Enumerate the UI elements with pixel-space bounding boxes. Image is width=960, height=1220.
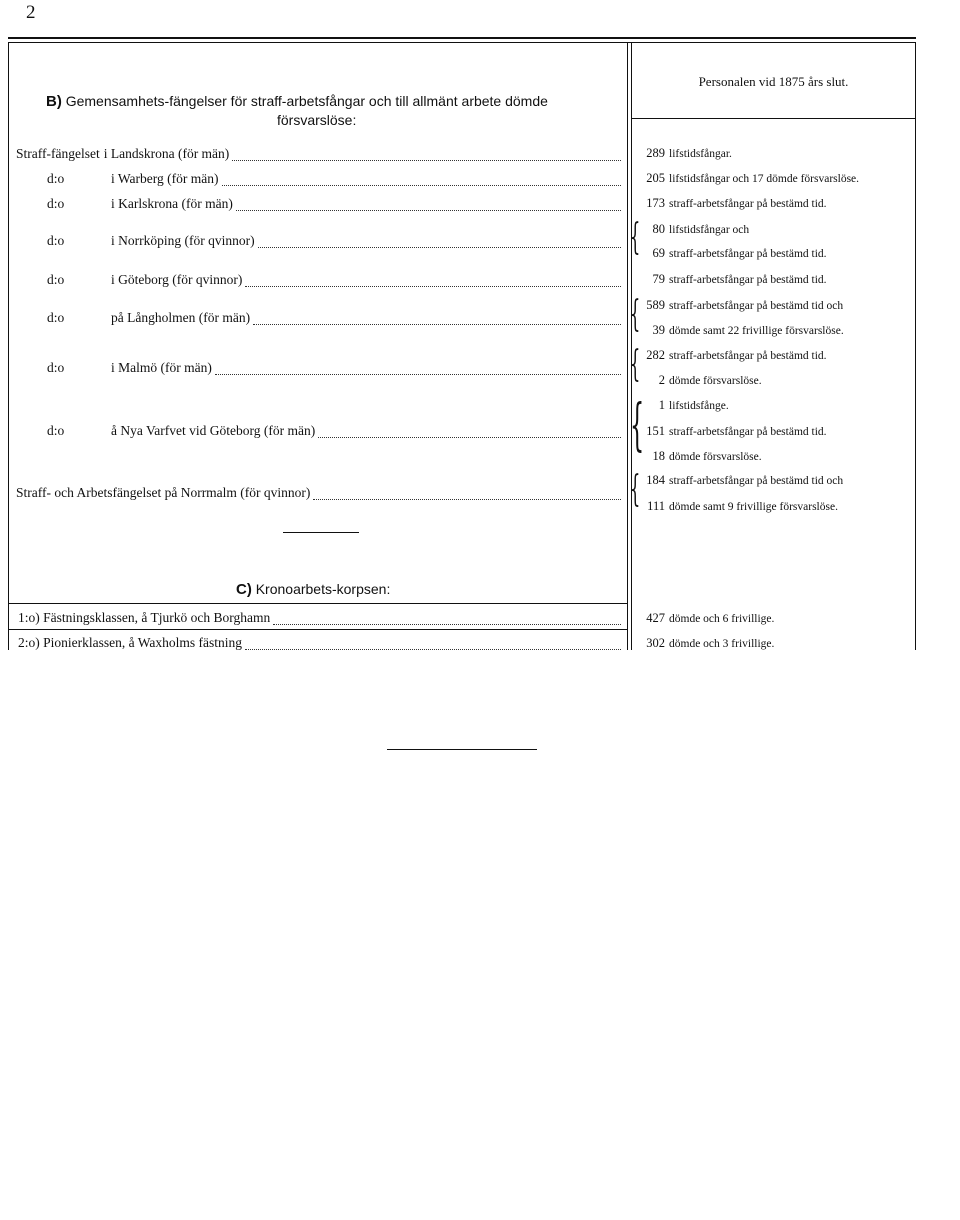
leader-dots bbox=[245, 648, 621, 650]
personnel-text: dömde samt 9 frivillige försvarslöse. bbox=[669, 501, 838, 513]
row-label: på Långholmen (för män) bbox=[111, 310, 251, 325]
row-label: i Norrköping (för qvinnor) bbox=[111, 233, 255, 248]
section-divider bbox=[283, 532, 359, 533]
personnel-entry bbox=[640, 171, 859, 186]
section-b-title bbox=[46, 92, 626, 111]
section-c-title-text: Kronoarbets-korpsen: bbox=[255, 581, 391, 597]
personnel-text: straff-arbetsfångar på bestämd tid. bbox=[669, 274, 827, 286]
brace-icon: { bbox=[630, 294, 641, 335]
personnel-text: lifstidsfånge. bbox=[669, 400, 729, 412]
personnel-count: 302 bbox=[646, 636, 665, 650]
personnel-text: lifstidsfångar. bbox=[669, 148, 732, 160]
leader-dots bbox=[318, 436, 621, 438]
personnel-count: 289 bbox=[646, 146, 665, 160]
list-item bbox=[16, 485, 623, 503]
row-label: i Landskrona (för män) bbox=[103, 146, 230, 161]
list-item bbox=[16, 272, 623, 290]
personnel-count: 184 bbox=[646, 473, 665, 487]
row-label: 2:o) Pionierklassen, å Waxholms fästning bbox=[18, 635, 243, 650]
row-label: Straff- och Arbetsfängelset på Norrmalm (för qvinnor) bbox=[16, 485, 311, 500]
leader-dots bbox=[232, 159, 621, 161]
personnel-text: straff-arbetsfångar på bestämd tid. bbox=[669, 248, 827, 260]
personnel-entry bbox=[640, 449, 762, 464]
row-label: i Warberg (för män) bbox=[111, 171, 219, 186]
row-label: å Nya Varfvet vid Göteborg (för män) bbox=[111, 423, 316, 438]
personnel-count: 2 bbox=[658, 373, 665, 387]
personnel-text: dömde samt 22 frivillige försvarslöse. bbox=[669, 325, 844, 337]
personnel-text: straff-arbetsfångar på bestämd tid och bbox=[669, 300, 844, 312]
brace-icon: { bbox=[630, 217, 641, 258]
list-item bbox=[16, 310, 623, 328]
personnel-entry bbox=[640, 348, 827, 363]
brace-icon: { bbox=[630, 344, 641, 385]
top-rule-thin bbox=[8, 42, 916, 43]
personnel-count: 39 bbox=[652, 323, 665, 337]
row-label: i Karlskrona (för män) bbox=[111, 196, 233, 211]
leader-dots bbox=[222, 184, 622, 186]
personnel-entry bbox=[640, 424, 827, 439]
row-prefix: d:o bbox=[47, 171, 65, 186]
section-b-letter: B) bbox=[46, 93, 62, 110]
section-c-rule bbox=[8, 603, 627, 604]
personnel-entry bbox=[640, 272, 827, 287]
personnel-count: 69 bbox=[652, 246, 665, 260]
leader-dots bbox=[253, 323, 621, 325]
personnel-count: 111 bbox=[647, 499, 665, 513]
brace-icon: { bbox=[630, 393, 645, 458]
personnel-entry bbox=[640, 196, 827, 211]
list-item bbox=[16, 196, 623, 214]
personnel-entry bbox=[640, 222, 749, 237]
row-prefix: Straff-fängelset bbox=[16, 146, 100, 161]
personnel-text: straff-arbetsfångar på bestämd tid. bbox=[669, 350, 827, 362]
leader-dots bbox=[258, 246, 621, 248]
row-prefix: d:o bbox=[47, 423, 65, 438]
personnel-count: 151 bbox=[646, 424, 665, 438]
personnel-text: straff-arbetsfångar på bestämd tid och bbox=[669, 475, 844, 487]
leader-dots bbox=[215, 373, 621, 375]
personnel-entry bbox=[640, 323, 844, 338]
leader-dots bbox=[245, 285, 621, 287]
row-prefix: d:o bbox=[47, 360, 65, 375]
personnel-text: dömde och 3 frivillige. bbox=[669, 638, 775, 650]
personnel-count: 205 bbox=[646, 171, 665, 185]
personnel-count: 282 bbox=[646, 348, 665, 362]
list-item bbox=[16, 146, 623, 164]
list-item bbox=[16, 360, 623, 378]
top-rule bbox=[8, 37, 916, 39]
leader-dots bbox=[236, 209, 621, 211]
header-underline bbox=[632, 118, 915, 119]
personnel-text: lifstidsfångar och 17 dömde försvarslöse. bbox=[669, 173, 860, 185]
list-item bbox=[16, 423, 623, 441]
row-prefix: d:o bbox=[47, 310, 65, 325]
closing-rule bbox=[387, 749, 537, 750]
section-c-title bbox=[236, 580, 390, 599]
personnel-text: lifstidsfångar och bbox=[669, 224, 750, 236]
personnel-count: 79 bbox=[652, 272, 665, 286]
personnel-count: 173 bbox=[646, 196, 665, 210]
personnel-text: straff-arbetsfångar på bestämd tid. bbox=[669, 198, 827, 210]
leader-dots bbox=[273, 623, 621, 625]
personnel-entry bbox=[640, 146, 732, 161]
leader-dots bbox=[313, 498, 621, 500]
personnel-entry bbox=[640, 611, 774, 626]
column-divider bbox=[627, 43, 628, 650]
right-border bbox=[915, 43, 916, 650]
personnel-count: 1 bbox=[658, 398, 665, 412]
row-label: i Malmö (för män) bbox=[111, 360, 212, 375]
page-number: 2 bbox=[26, 2, 36, 23]
section-b-title-line1: Gemensamhets-fängelser för straff-arbetsfångar och till allmänt arbete dömde bbox=[65, 93, 548, 109]
personnel-count: 427 bbox=[646, 611, 665, 625]
brace-icon: { bbox=[630, 469, 641, 510]
personnel-text: dömde försvarslöse. bbox=[669, 375, 762, 387]
row-prefix: d:o bbox=[47, 196, 65, 211]
section-c-rule bbox=[8, 629, 627, 630]
personnel-text: dömde och 6 frivillige. bbox=[669, 613, 775, 625]
list-item bbox=[16, 233, 623, 251]
row-label: 1:o) Fästningsklassen, å Tjurkö och Borghamn bbox=[18, 610, 271, 625]
personnel-count: 589 bbox=[646, 298, 665, 312]
personnel-entry bbox=[640, 246, 827, 261]
personnel-text: dömde försvarslöse. bbox=[669, 451, 762, 463]
row-prefix: d:o bbox=[47, 233, 65, 248]
personnel-count: 80 bbox=[652, 222, 665, 236]
personnel-entry bbox=[640, 398, 729, 413]
list-item bbox=[16, 171, 623, 189]
section-c-letter: C) bbox=[236, 581, 252, 598]
personnel-entry bbox=[640, 373, 762, 388]
row-label: i Göteborg (för qvinnor) bbox=[111, 272, 243, 287]
list-item bbox=[18, 635, 623, 653]
row-prefix: d:o bbox=[47, 272, 65, 287]
left-border bbox=[8, 43, 9, 650]
personnel-entry bbox=[640, 473, 843, 488]
personnel-count: 18 bbox=[652, 449, 665, 463]
personnel-header: Personalen vid 1875 års slut. bbox=[698, 74, 849, 89]
section-b-title-line2: försvarslöse: bbox=[277, 112, 357, 128]
personnel-text: straff-arbetsfångar på bestämd tid. bbox=[669, 426, 827, 438]
personnel-entry bbox=[640, 636, 774, 651]
personnel-entry bbox=[640, 298, 843, 313]
list-item bbox=[18, 610, 623, 628]
personnel-entry bbox=[640, 499, 838, 514]
